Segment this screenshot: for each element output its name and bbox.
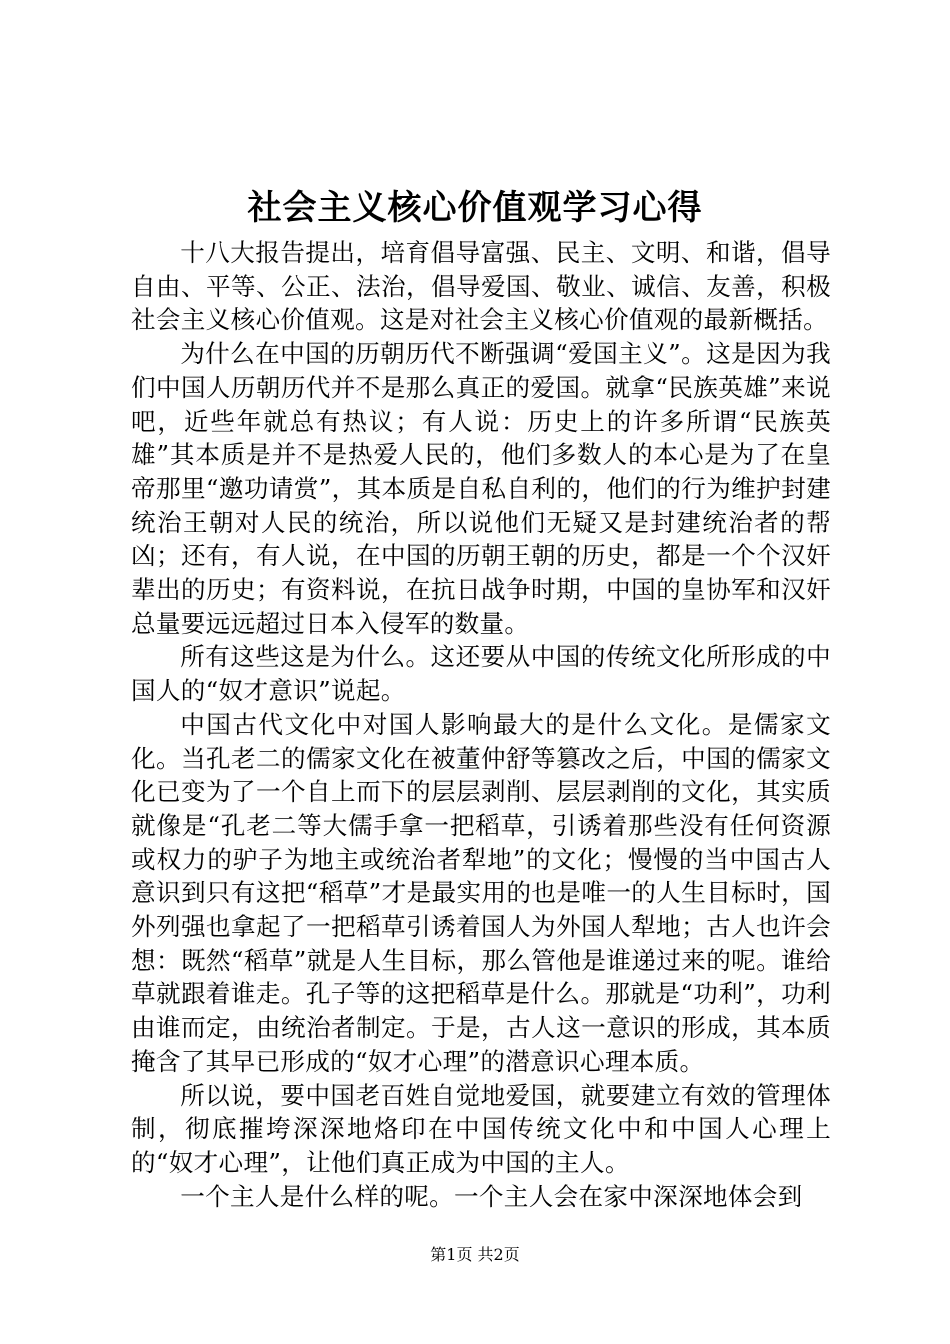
page-number-footer: 第1页 共2页 xyxy=(430,1245,520,1264)
paragraph: 十八大报告提出，培育倡导富强、民主、文明、和谐，倡导自由、平等、公正、法治，倡导爱国、敬业、诚信、友善，积极社会主义核心价值观。这是对社会主义核心价值观的最新概括。 xyxy=(131,238,831,335)
document-body xyxy=(131,236,831,1213)
paragraph: 所有这些这是为什么。这还要从中国的传统文化所形成的中国人的“奴才意识”说起。 xyxy=(131,642,831,706)
paragraph: 一个主人是什么样的呢。一个主人会在家中深深地体会到 xyxy=(180,1181,803,1211)
paragraph: 中国古代文化中对国人影响最大的是什么文化。是儒家文化。当孔老二的儒家文化在被董仲舒等篡改之后，中国的儒家文化已变为了一个自上而下的层层剥削、层层剥削的文化，其实质就像是“孔老二等大儒手拿一把稻草，引诱着那些没有任何资源或权力的驴子为地主或统治者犁地”的文化；慢慢的当中国古人意识到只有这把“稻草”才是最实用的也是唯一的人生目标时，国外列强也拿起了一把稻草引诱着国人为外国人犁地；古人也许会想：既然“稻草”就是人生目标，那么管他是谁递过来的呢。谁给草就跟着谁走。孔子等的这把稻草是什么。那就是“功利”，功利由谁而定，由统治者制定。于是，古人这一意识的形成，其本质掩含了其早已形成的“奴才心理”的潜意识心理本质。 xyxy=(131,709,831,1076)
paragraph: 所以说，要中国老百姓自觉地爱国，就要建立有效的管理体制，彻底摧垮深深地烙印在中国传统文化中和中国人心理上的“奴才心理”，让他们真正成为中国的主人。 xyxy=(131,1080,831,1177)
paragraph: 为什么在中国的历朝历代不断强调“爱国主义”。这是因为我们中国人历朝历代并不是那么真正的爱国。就拿“民族英雄”来说吧，近些年就总有热议；有人说：历史上的许多所谓“民族英雄”其本质是并不是热爱人民的，他们多数人的本心是为了在皇帝那里“邀功请赏”，其本质是自私自利的，他们的行为维护封建统治王朝对人民的统治，所以说他们无疑又是封建统治者的帮凶；还有，有人说，在中国的历朝王朝的历史，都是一个个汉奸辈出的历史；有资料说，在抗日战争时期，中国的皇协军和汉奸总量要远远超过日本入侵军的数量。 xyxy=(131,339,831,638)
page-title: 社会主义核心价值观学习心得 xyxy=(247,188,703,228)
